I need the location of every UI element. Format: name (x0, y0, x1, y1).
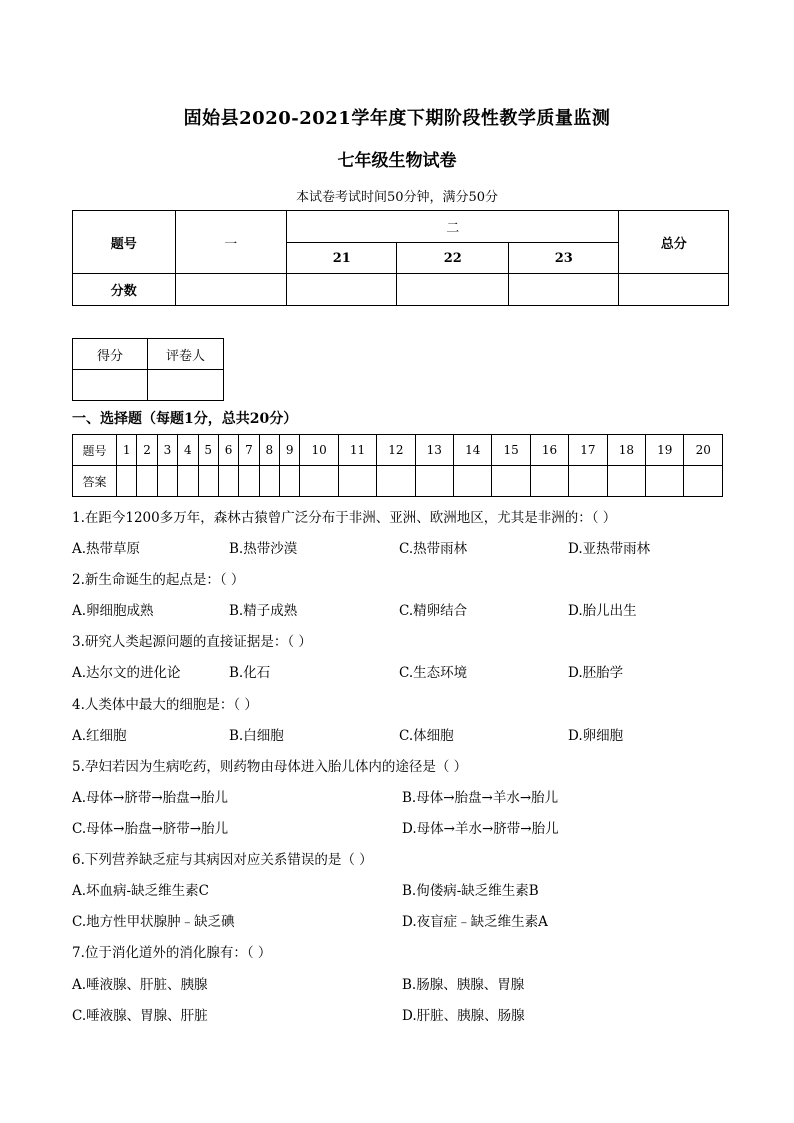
answer-grid-number: 18 (607, 435, 645, 466)
answer-grid-number: 7 (239, 435, 259, 466)
answer-grid-answer-label: 答案 (73, 466, 117, 497)
exam-subtitle: 七年级生物试卷 (337, 151, 457, 171)
answer-grid (72, 434, 723, 497)
option-b: B.佝偻病-缺乏维生素B (402, 883, 539, 899)
option-a: A.热带草原 (72, 541, 141, 557)
answer-cell (530, 466, 568, 497)
score-table-sub-23: 23 (508, 243, 619, 274)
answer-cell (239, 466, 259, 497)
option-d: D.亚热带雨林 (568, 541, 651, 557)
answer-grid-number: 12 (377, 435, 415, 466)
answer-cell (338, 466, 376, 497)
question-stem: 6.下列营养缺乏症与其病因对应关系错误的是（ ） (72, 852, 373, 868)
grader-score-cell (73, 370, 148, 401)
grader-table (72, 338, 224, 401)
option-d: D.卵细胞 (568, 728, 624, 744)
score-cell (175, 274, 286, 306)
score-table-part2: 二 (286, 211, 619, 243)
option-d: D.夜盲症﹣缺乏维生素A (402, 914, 548, 930)
score-cell (286, 274, 397, 306)
answer-cell (492, 466, 530, 497)
option-c: C.精卵结合 (399, 603, 468, 619)
answer-grid-number: 9 (280, 435, 300, 466)
answer-grid-number: 13 (415, 435, 453, 466)
answer-cell (377, 466, 415, 497)
score-cell (619, 274, 729, 306)
answer-cell (569, 466, 607, 497)
answer-cell (280, 466, 300, 497)
answer-grid-number: 16 (530, 435, 568, 466)
option-b: B.母体→胎盘→羊水→胎儿 (402, 790, 559, 806)
question-stem: 3.研究人类起源问题的直接证据是：（ ） (72, 634, 312, 650)
answer-cell (646, 466, 684, 497)
answer-cell (218, 466, 238, 497)
answer-grid-number: 1 (117, 435, 137, 466)
option-a: A.达尔文的进化论 (72, 665, 181, 681)
option-a: A.红细胞 (72, 728, 127, 744)
score-cell (508, 274, 619, 306)
option-a: A.卵细胞成熟 (72, 603, 154, 619)
answer-cell (157, 466, 177, 497)
answer-cell (178, 466, 198, 497)
answer-grid-number: 8 (259, 435, 279, 466)
answer-grid-number: 19 (646, 435, 684, 466)
option-a: A.唾液腺、肝脏、胰腺 (72, 977, 208, 993)
answer-cell (300, 466, 338, 497)
option-c: C.热带雨林 (399, 541, 468, 557)
option-d: D.胎儿出生 (568, 603, 637, 619)
option-c: C.母体→胎盘→脐带→胎儿 (72, 821, 229, 837)
answer-grid-number: 17 (569, 435, 607, 466)
option-a: A.坏血病-缺乏维生素C (72, 883, 209, 899)
answer-grid-number: 20 (684, 435, 723, 466)
grader-score-label: 得分 (73, 339, 148, 370)
answer-grid-number-label: 题号 (73, 435, 117, 466)
answer-grid-number: 6 (218, 435, 238, 466)
grader-name-label: 评卷人 (148, 339, 224, 370)
score-summary-table (72, 210, 729, 306)
answer-cell (454, 466, 492, 497)
question-stem: 7.位于消化道外的消化腺有：（ ） (72, 945, 272, 961)
option-a: A.母体→脐带→胎盘→胎儿 (72, 790, 228, 806)
option-c: C.体细胞 (399, 728, 454, 744)
option-d: D.母体→羊水→脐带→胎儿 (402, 821, 559, 837)
grader-name-cell (148, 370, 224, 401)
option-b: B.精子成熟 (229, 603, 298, 619)
option-c: C.地方性甲状腺肿﹣缺乏碘 (72, 914, 235, 930)
question-stem: 5.孕妇若因为生病吃药，则药物由母体进入胎儿体内的途径是（ ） (72, 759, 468, 775)
option-b: B.肠腺、胰腺、胃腺 (402, 977, 525, 993)
option-d: D.胚胎学 (568, 665, 624, 681)
answer-cell (415, 466, 453, 497)
option-c: C.唾液腺、胃腺、肝脏 (72, 1008, 208, 1024)
option-b: B.化石 (229, 665, 271, 681)
answer-cell (607, 466, 645, 497)
answer-grid-number: 14 (454, 435, 492, 466)
answer-cell (259, 466, 279, 497)
answer-grid-number: 3 (157, 435, 177, 466)
answer-cell (684, 466, 723, 497)
option-b: B.白细胞 (229, 728, 284, 744)
score-table-sub-22: 22 (397, 243, 509, 274)
question-stem: 4.人类体中最大的细胞是：（ ） (72, 697, 258, 713)
option-d: D.肝脏、胰腺、肠腺 (402, 1008, 525, 1024)
exam-title: 固始县2020-2021学年度下期阶段性教学质量监测 (183, 108, 611, 129)
exam-info: 本试卷考试时间50分钟，满分50分 (295, 190, 499, 205)
section-heading: 一、选择题（每题1分，总共20分） (72, 411, 298, 427)
option-b: B.热带沙漠 (229, 541, 298, 557)
answer-grid-number: 11 (338, 435, 376, 466)
score-table-sub-21: 21 (286, 243, 397, 274)
answer-cell (137, 466, 157, 497)
answer-cell (198, 466, 218, 497)
answer-cell (117, 466, 137, 497)
answer-grid-number: 15 (492, 435, 530, 466)
score-table-part1: 一 (175, 211, 286, 274)
answer-grid-number: 10 (300, 435, 338, 466)
score-table-col-label: 题号 (73, 211, 176, 274)
question-stem: 2.新生命诞生的起点是：（ ） (72, 572, 245, 588)
score-cell (397, 274, 509, 306)
score-table-total: 总分 (619, 211, 729, 274)
answer-grid-number: 4 (178, 435, 198, 466)
answer-grid-number: 5 (198, 435, 218, 466)
question-stem: 1.在距今1200多万年，森林古猿曾广泛分布于非洲、亚洲、欧洲地区，尤其是非洲的：（ ） (72, 510, 617, 526)
score-table-row-label: 分数 (73, 274, 176, 306)
option-c: C.生态环境 (399, 665, 468, 681)
answer-grid-number: 2 (137, 435, 157, 466)
